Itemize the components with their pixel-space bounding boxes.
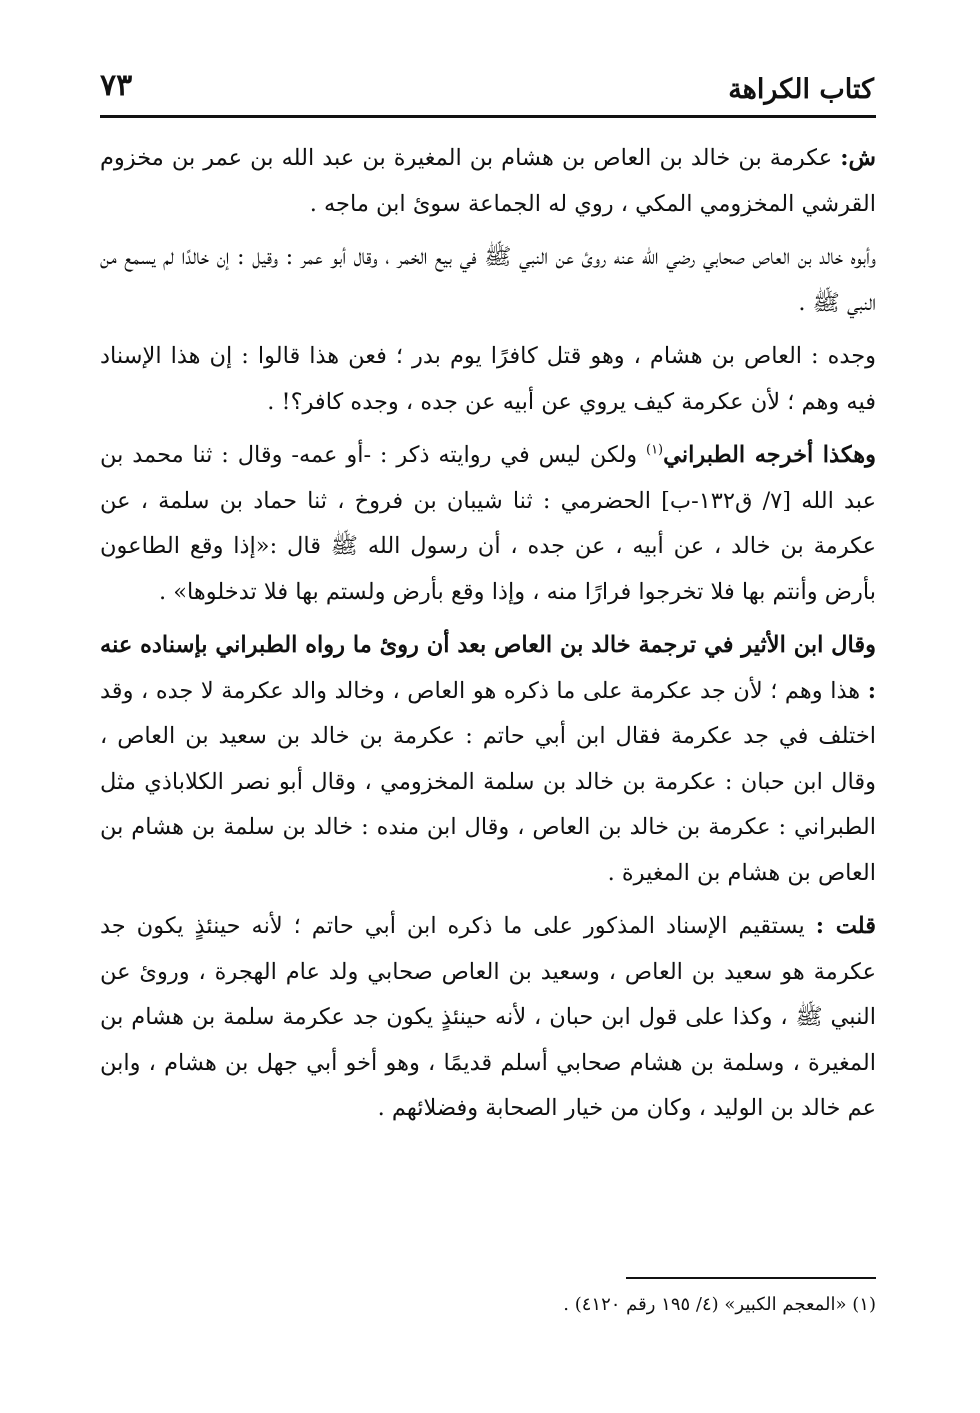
paragraph-1 — [100, 136, 876, 227]
paragraph-lead: وقال ابن الأثير في ترجمة خالد بن العاص بعد أن روئ ما رواه الطبراني بإسناده عنه : — [100, 632, 876, 704]
chapter-title: كتاب الكراهة — [728, 74, 874, 105]
paragraph-body: هذا وهم ؛ لأن جد عكرمة على ما ذكره هو العاص ، وخالد والد عكرمة لا جده ، وقد اختلف في جد عكرمة فقال ابن أبي حاتم : عكرمة بن خالد بن سعيد بن العاص ، وقال ابن حبان : عكرمة بن خالد بن سلمة المخزومي ، وقال أبو نصر الكلاباذي مثل الطبراني : عكرمة بن خالد بن العاص ، وقال ابن منده : خالد بن سلمة بن هشام بن العاص بن هشام بن المغيرة . — [100, 677, 876, 886]
footnote-marker: (١) — [645, 442, 664, 458]
paragraph-lead: قلت : — [815, 913, 876, 939]
footnote: (١) «المعجم الكبير» (٤/ ١٩٥ رقم ٤١٢٠) . — [563, 1294, 876, 1315]
header-divider — [100, 115, 876, 118]
paragraph-6 — [100, 904, 876, 1132]
book-page — [100, 0, 876, 1413]
main-text — [100, 136, 876, 1140]
paragraph-4 — [100, 433, 876, 615]
paragraph-body: وأبوه خالد بن العاص صحابي رضي الله عنه روئ عن النبي ﷺ في بيع الخمر ، وقال أبو عمر : وقيل : إن خالدًا لم يسمع من النبي ﷺ . — [100, 244, 876, 316]
paragraph-body: عكرمة بن خالد بن العاص بن هشام بن المغيرة بن عبد الله بن عمر بن مخزوم القرشي المخزومي المكي ، روي له الجماعة سوئ ابن ماجه . — [100, 145, 876, 217]
paragraph-5 — [100, 623, 876, 896]
page-header — [100, 60, 876, 112]
paragraph-body: يستقيم الإسناد المذكور على ما ذكره ابن أبي حاتم ؛ لأنه حينئذٍ يكون جد عكرمة هو سعيد بن العاص ، وسعيد بن العاص صحابي ولد عام الهجرة ، وروئ عن النبي ﷺ ، وكذا على قول ابن حبان ، لأنه حينئذٍ يكون جد عكرمة سلمة بن هشام بن المغيرة ، وسلمة بن هشام صحابي أسلم قديمًا ، وهو أخو أبي جهل بن هشام ، وابن عم خالد بن الوليد ، وكان من خيار الصحابة وفضلائهم . — [100, 913, 876, 1121]
paragraph-lead: وهكذا أخرجه الطبراني — [663, 442, 876, 468]
paragraph-body: وجده : العاص بن هشام ، وهو قتل كافرًا يوم بدر ؛ فعن هذا قالوا : إن هذا الإسناد فيه وهم ؛ لأن عكرمة كيف يروي عن أبيه عن جده ، وجده كافر؟! . — [100, 343, 876, 415]
paragraph-lead: ش: — [840, 145, 876, 171]
page-number: ٧٣ — [100, 68, 133, 103]
paragraph-3 — [100, 334, 876, 425]
footnote-divider — [626, 1277, 876, 1279]
paragraph-2 — [100, 235, 876, 326]
paragraph-body: ولكن ليس في روايته ذكر : -أو عمه- وقال : ثنا محمد بن عبد الله [٧/ ق١٣٢-ب] الحضرمي : ثنا شيبان بن فروخ ، ثنا حماد بن سلمة ، عن عكرمة بن خالد ، عن أبيه ، عن جده ، أن رسول الله ﷺ قال :«إذا وقع الطاعون بأرض وأنتم بها فلا تخرجوا فرارًا منه ، وإذا وقع بأرض ولستم بها فلا تدخلوها» . — [100, 442, 876, 605]
